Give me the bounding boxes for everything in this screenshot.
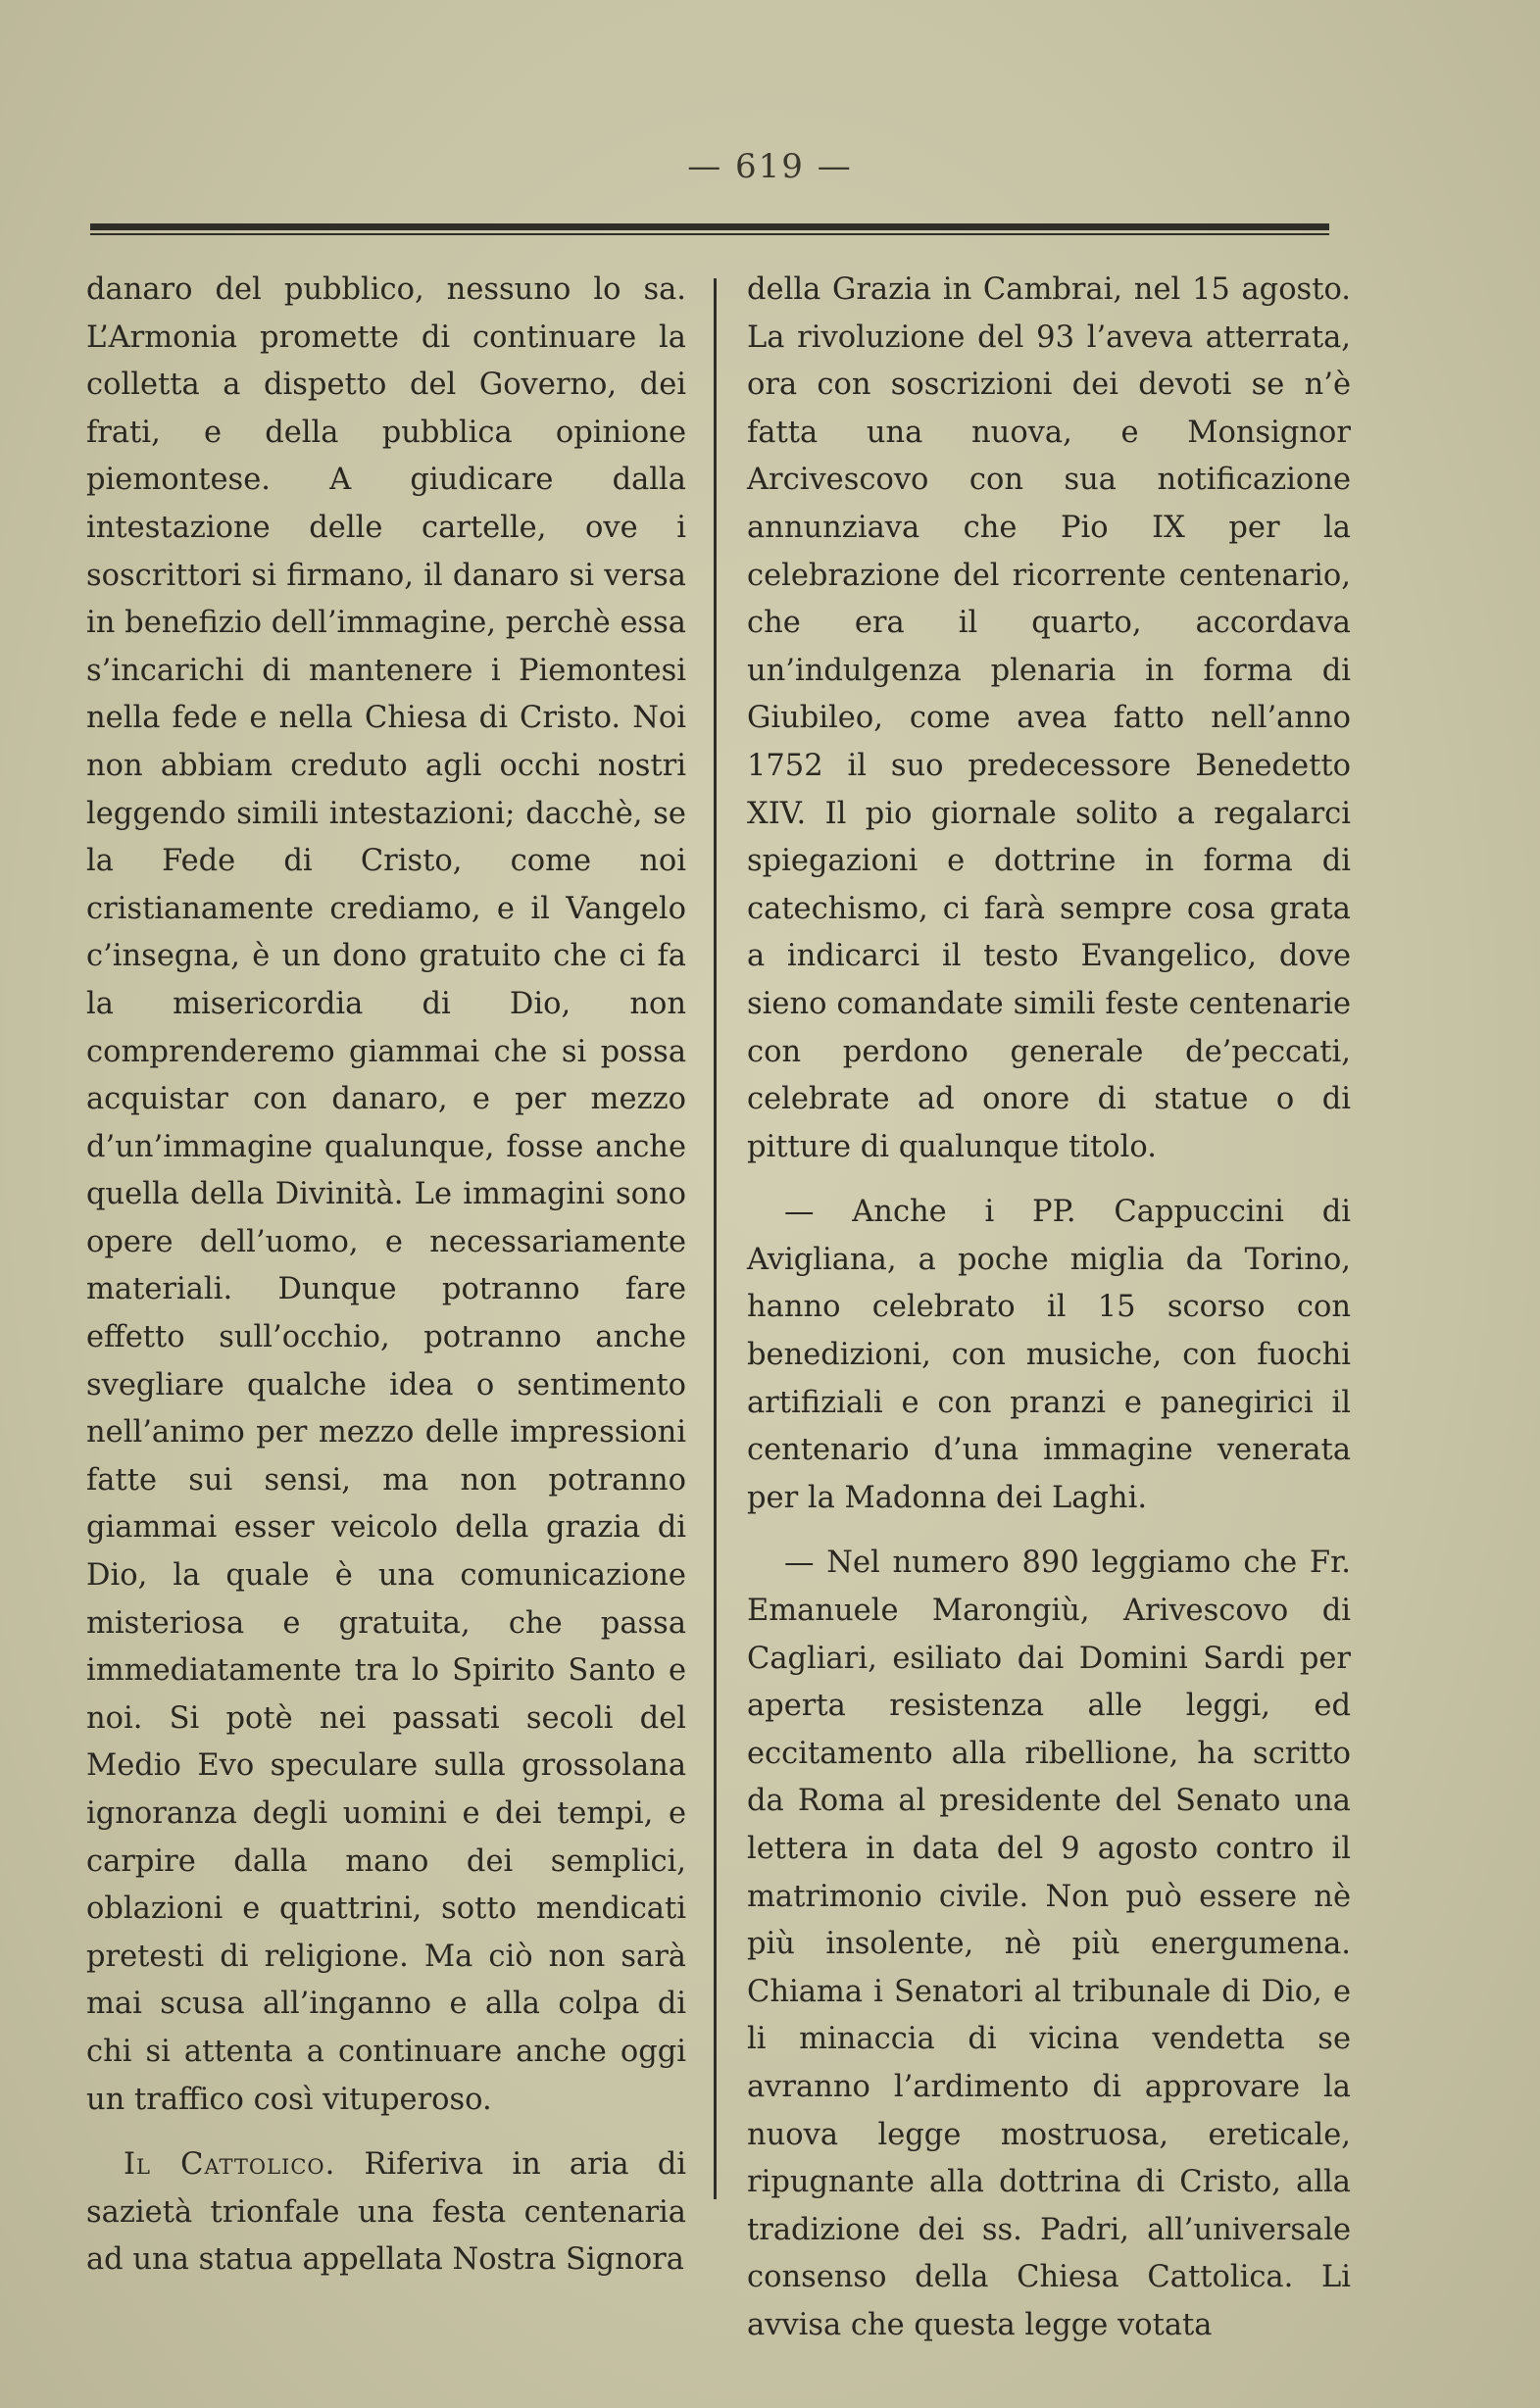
page-number: — 619 — bbox=[687, 147, 853, 186]
left-paragraph-2-text: Riferiva in aria di sazietà trionfale una festa centenaria ad una statua appellata Nostra Signora bbox=[86, 2147, 686, 2278]
left-column bbox=[86, 267, 686, 2302]
right-paragraph-1: della Grazia in Cambrai, nel 15 agosto. La rivoluzione del 93 l’aveva atterrata, ora con soscrizioni dei devoti se n’è fatta una nuova, e Monsignor Arcivescovo con sua notificazione annunziava che Pio IX per la celebrazione del ricorrente centenario, che era il quarto, accordava un’indulgenza plenaria in forma di Giubileo, come avea fatto nell’anno 1752 il suo predecessore Benedetto XIV. Il pio giornale solito a regalarci spiegazioni e dottrine in forma di catechismo, ci farà sempre cosa grata a indicarci il testo Evangelico, dove sieno comandate simili feste centenarie con perdono generale de’peccati, celebrate ad onore di statue o di pitture di qualunque titolo. bbox=[747, 272, 1351, 1164]
left-paragraph-2 bbox=[86, 2141, 686, 2285]
section-heading-il-cattolico: Il Cattolico. bbox=[124, 2147, 336, 2183]
left-paragraph-1: danaro del pubblico, nessuno lo sa. L’Armonia promette di continuare la colletta a dispetto del Governo, dei frati, e della pubblica opinione piemontese. A giudicare dalla intestazione delle cartelle, ove i soscrittori si firmano, il danaro si versa in benefizio dell’immagine, perchè essa s’incarichi di mantenere i Piemontesi nella fede e nella Chiesa di Cristo. Noi non abbiam creduto agli occhi nostri leggendo simili intestazioni; dacchè, se la Fede di Cristo, come noi cristianamente crediamo, e il Vangelo c’insegna, è un dono gratuito che ci fa la misericordia di Dio, non comprenderemo giammai che si possa acquistar con danaro, e per mezzo d’un’immagine qualunque, fosse anche quella della Divinità. Le immagini sono opere dell’uomo, e necessariamente materiali. Dunque potranno fare effetto sull’occhio, potranno anche svegliare qualche idea o sentimento nell’animo per mezzo delle impressioni fatte sui sensi, ma non potranno giammai esser veicolo della grazia di Dio, la quale è una comunicazione misteriosa e gratuita, che passa immediatamente tra lo Spirito Santo e noi. Si potè nei passati secoli del Medio Evo speculare sulla grossolana ignoranza degli uomini e dei tempi, e carpire dalla mano dei semplici, oblazioni e quattrini, sotto mendicati pretesti di religione. Ma ciò non sarà mai scusa all’inganno e alla colpa di chi si attenta a continuare anche oggi un traffico così vituperoso. bbox=[86, 272, 686, 2117]
header-rule bbox=[90, 223, 1329, 235]
right-paragraph-3: — Nel numero 890 leggiamo che Fr. Emanuele Marongiù, Arivescovo di Cagliari, esiliato dai Domini Sardi per aperta resistenza alle leggi, ed eccitamento alla ribellione, ha scritto da Roma al presidente del Senato una lettera in data del 9 agosto contro il matrimonio civile. Non può essere nè più insolente, nè più energumena. Chiama i Senatori al tribunale di Dio, e li minaccia di vicina vendetta se avranno l’ardimento di approvare la nuova legge mostruosa, ereticale, ripugnante alla dottrina di Cristo, alla tradizione dei ss. Padri, all’universale consenso della Chiesa Cattolica. Li avvisa che questa legge votata bbox=[747, 1546, 1351, 2342]
right-column bbox=[747, 267, 1351, 2368]
right-paragraph-2: — Anche i PP. Cappuccini di Avigliana, a poche miglia da Torino, hanno celebrato il 15 scorso con benedizioni, con musiche, con fuochi artifiziali e con pranzi e panegirici il centenario d’una immagine venerata per la Madonna dei Laghi. bbox=[747, 1195, 1351, 1515]
column-divider bbox=[714, 278, 717, 2199]
